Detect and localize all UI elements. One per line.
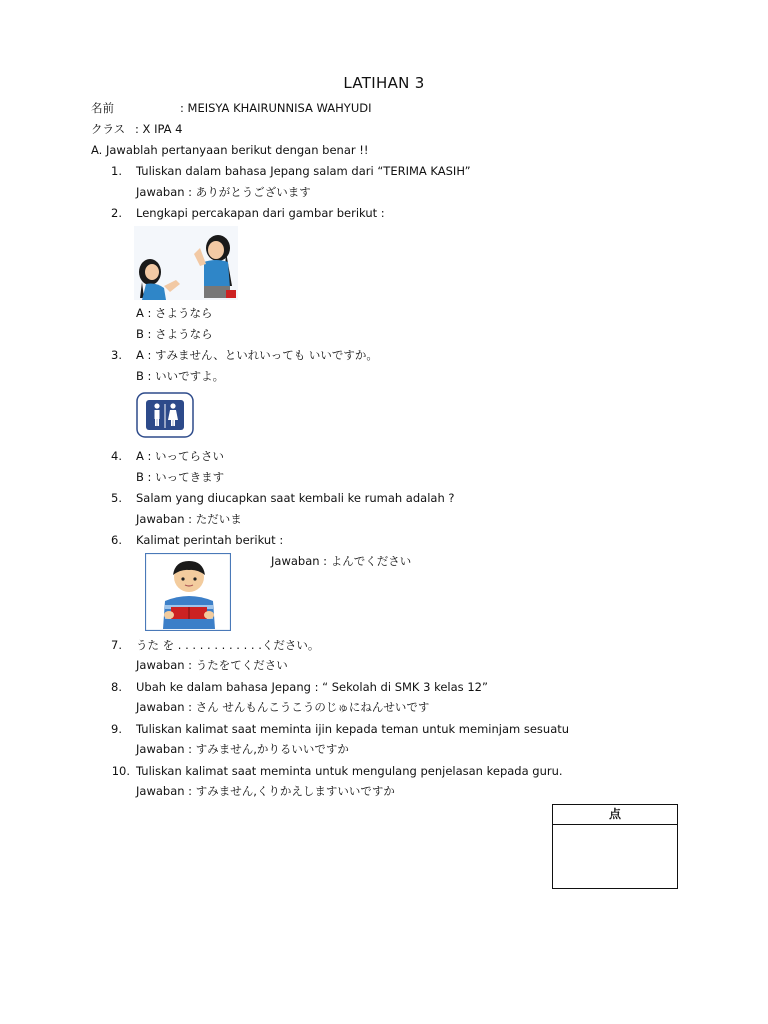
section-a-instruction: A. Jawablah pertanyaan berikut dengan benar !! <box>91 143 369 157</box>
item-number: 1. <box>111 164 122 178</box>
dialog-line-b: B : いいですよ。 <box>136 369 225 383</box>
dialog-line-a: A : さようなら <box>136 306 213 320</box>
item-question: Kalimat perintah berikut : <box>136 533 284 547</box>
item-number: 9. <box>111 722 122 736</box>
item-question: A : すみません、といれいっても いいですか。 <box>136 348 378 362</box>
item-number: 3. <box>111 348 122 362</box>
score-label: 点 <box>553 805 677 825</box>
item-number: 4. <box>111 449 122 463</box>
item-question: Salam yang diucapkan saat kembali ke rumah adalah ? <box>136 491 455 505</box>
item-question: Ubah ke dalam bahasa Jepang : “ Sekolah di SMK 3 kelas 12” <box>136 680 488 694</box>
item-answer: Jawaban : うたをてください <box>136 658 288 672</box>
dialog-line-b: B : いってきます <box>136 470 225 484</box>
item-number: 8. <box>111 680 122 694</box>
class-value: : X IPA 4 <box>135 122 183 136</box>
page-title: LATIHAN 3 <box>343 74 425 92</box>
item-question: Tuliskan dalam bahasa Jepang salam dari “TERIMA KASIH” <box>136 164 471 178</box>
name-label: 名前 <box>91 101 114 115</box>
item-answer: Jawaban : すみません,くりかえしますいいですか <box>136 784 395 798</box>
score-box <box>552 804 678 889</box>
item-question: A : いってらさい <box>136 449 225 463</box>
item-answer: Jawaban : ありがとうございます <box>136 185 311 199</box>
item-question: Tuliskan kalimat saat meminta ijin kepada teman untuk meminjam sesuatu <box>136 722 570 736</box>
item-question: うた を . . . . . . . . . . . .ください。 <box>136 638 320 652</box>
item-number: 6. <box>111 533 122 547</box>
item-number: 5. <box>111 491 122 505</box>
dialog-line-b: B : さようなら <box>136 327 213 341</box>
item-number: 2. <box>111 206 122 220</box>
item-answer: Jawaban : ただいま <box>136 512 242 526</box>
name-value: : MEISYA KHAIRUNNISA WAHYUDI <box>180 101 372 115</box>
item-answer: Jawaban : すみません,かりるいいですか <box>136 742 349 756</box>
item-number: 10. <box>111 764 130 778</box>
item-number: 7. <box>111 638 122 652</box>
item-question: Lengkapi percakapan dari gambar berikut : <box>136 206 385 220</box>
class-label: クラス <box>91 122 126 136</box>
restroom-icon <box>136 392 194 438</box>
boy-reading-illustration <box>145 553 231 631</box>
item-answer: Jawaban : よんでください <box>271 554 412 568</box>
item-question: Tuliskan kalimat saat meminta untuk mengulang penjelasan kepada guru. <box>136 764 563 778</box>
item-answer: Jawaban : さん せんもんこうこうのじゅにねんせいです <box>136 700 430 714</box>
girls-conversation-illustration <box>134 226 238 300</box>
